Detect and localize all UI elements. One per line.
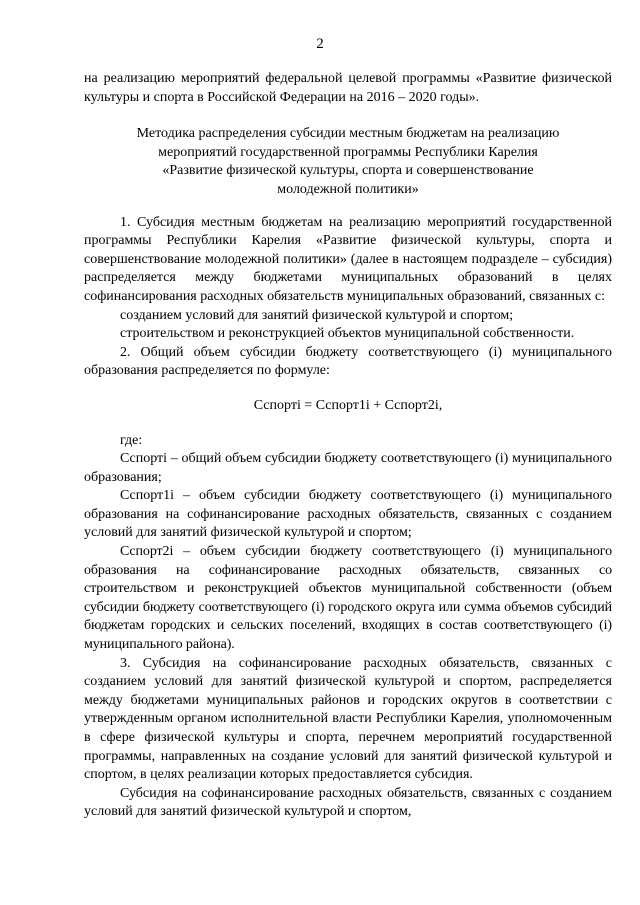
- title-line-4: молодежной политики»: [277, 181, 419, 197]
- paragraph-1: 1. Субсидия местным бюджетам на реализацию мероприятий государственной программы Республики Карелия «Развитие физической культуры, спорта и совершенствование молодежной политики» (далее в настоящем подразделе – субсидия) распределяется между бюджетами муниципальных образований в целях софинансирования расходных обязательств муниципальных образований, связанных с:: [84, 214, 612, 304]
- title-line-3: «Развитие физической культуры, спорта и совершенствование: [162, 163, 534, 179]
- definition-sport2: Сспорт2i – объем субсидии бюджету соответствующего (i) муниципального образования на софинансирование расходных обязательств, связанных со строительством и реконструкцией объектов муниципальной собственности (объем субсидии бюджету соответствующего (i) городского округа или сумма объемов субсидий бюджетам городских и сельских поселений, входящих в состав соответствующего (i) муниципального района).: [84, 544, 612, 653]
- intro-paragraph: на реализацию мероприятий федеральной целевой программы «Развитие физической культуры и спорта в Российской Федерации на 2016 – 2020 годы».: [84, 71, 612, 105]
- paragraph-4: Субсидия на софинансирование расходных обязательств, связанных с созданием условий для занятий физической культурой и спортом,: [84, 785, 612, 820]
- title-line-2: мероприятий государственной программы Республики Карелия: [158, 144, 538, 160]
- paragraph-3: 3. Субсидия на софинансирование расходных обязательств, связанных с созданием условий для занятий физической культурой и спортом, распределяется между бюджетами муниципальных районов и городских округов в соответствии с утвержденным органом исполнительной власти Республики Карелия, уполномоченным в сфере физической культуры и спорта, перечнем мероприятий государственной программы, направленных на создание условий для занятий физической культурой и спортом, в целях реализации которых предоставляется субсидия.: [84, 655, 612, 783]
- title-line-1: Методика распределения субсидии местным бюджетам на реализацию: [136, 126, 560, 142]
- paragraph-1-item-a: созданием условий для занятий физической культурой и спортом;: [120, 307, 514, 323]
- definition-sport1: Сспорт1i – объем субсидии бюджету соответствующего (i) муниципального образования на софинансирование расходных обязательств, связанных с созданием условий для занятий физической культурой и спортом;: [84, 488, 612, 541]
- formula: Сспортi = Сспорт1i + Сспорт2i,: [253, 397, 443, 413]
- paragraph-1-item-b: строительством и реконструкцией объектов муниципальной собственности.: [120, 326, 575, 342]
- where-label: где:: [120, 432, 143, 448]
- page-number: 2: [316, 36, 324, 52]
- paragraph-2: 2. Общий объем субсидии бюджету соответствующего (i) муниципального образования распределяется по формуле:: [84, 344, 612, 379]
- document-body: [84, 70, 612, 822]
- definition-total: Сспортi – общий объем субсидии бюджету соответствующего (i) муниципального образования;: [84, 451, 612, 485]
- section-title: [84, 125, 612, 199]
